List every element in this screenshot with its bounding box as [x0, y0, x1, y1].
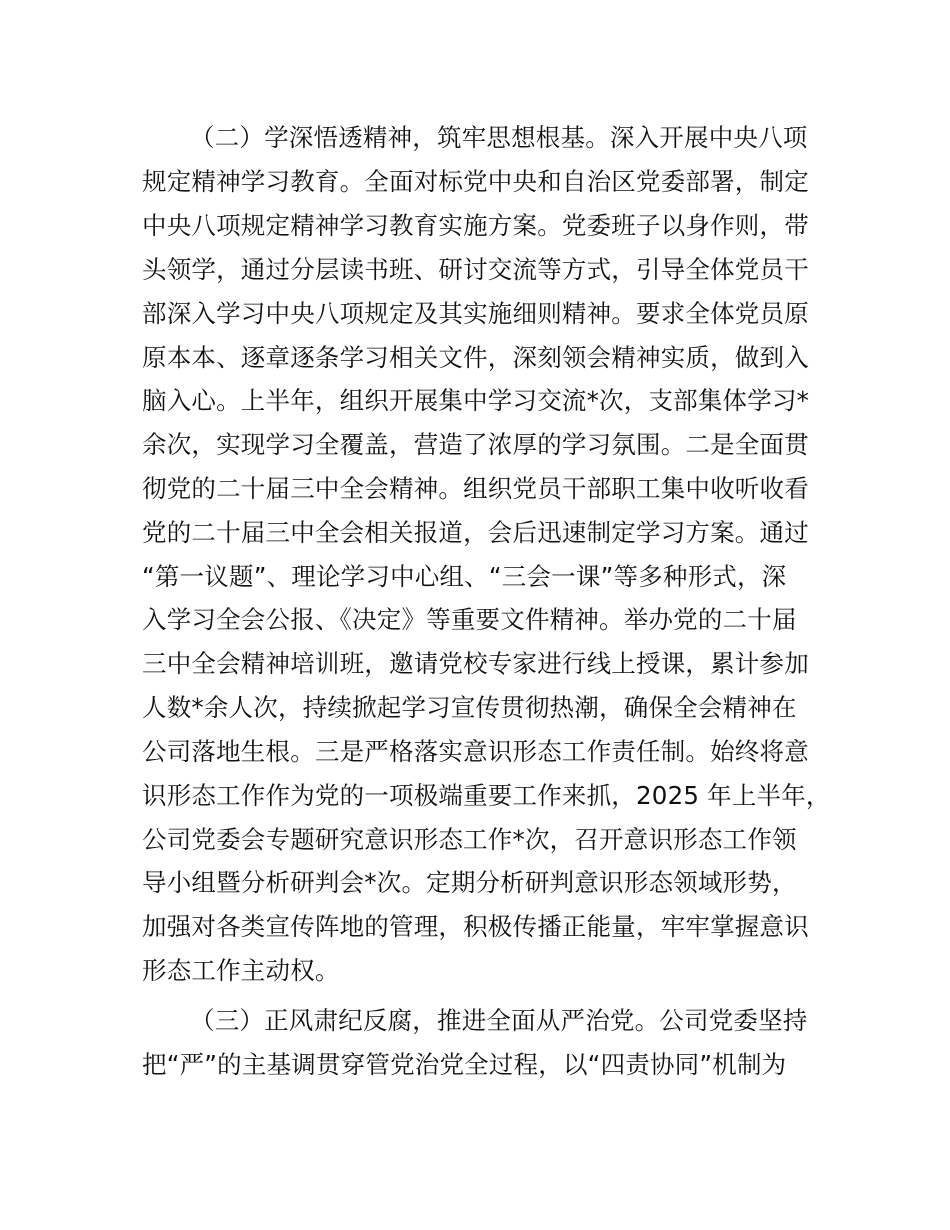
paragraph-2-line-12: 入学习全会公报、《决定》等重要文件精神。举办党的二十届: [142, 605, 797, 634]
paragraph-2-line-16: 识形态工作作为党的一项极端重要工作来抓，2025 年上半年，: [142, 781, 831, 810]
paragraph-2-line-2: 规定精神学习教育。全面对标党中央和自治区党委部署，制定: [142, 167, 809, 196]
paragraph-2-line-14: 人数*余人次，持续掀起学习宣传贯彻热潮，确保全会精神在: [142, 693, 797, 722]
paragraph-2-line-6: 原本本、逐章逐条学习相关文件，深刻领会精神实质，做到入: [142, 343, 809, 372]
paragraph-2-line-4: 头领学，通过分层读书班、研讨交流等方式，引导全体党员干: [142, 255, 809, 284]
paragraph-3-line-2: 把“严”的主基调贯穿管党治党全过程，以“四责协同”机制为: [142, 1050, 787, 1079]
paragraph-2-line-11: “第一议题”、理论学习中心组、“三会一课”等多种形式，深: [142, 562, 787, 591]
paragraph-2-line-13: 三中全会精神培训班，邀请党校专家进行线上授课，累计参加: [142, 649, 809, 678]
paragraph-2-line-8: 余次，实现学习全覆盖，营造了浓厚的学习氛围。二是全面贯: [142, 430, 809, 459]
paragraph-2-line-3: 中央八项规定精神学习教育实施方案。党委班子以身作则，带: [142, 211, 809, 240]
paragraph-2-line-15: 公司落地生根。三是严格落实意识形态工作责任制。始终将意: [142, 737, 809, 766]
paragraph-2-line-10: 党的二十届三中全会相关报道，会后迅速制定学习方案。通过: [142, 518, 809, 547]
paragraph-3-line-1: （三）正风肃纪反腐，推进全面从严治党。公司党委坚持: [190, 1006, 808, 1035]
paragraph-2-line-1: （二）学深悟透精神，筑牢思想根基。深入开展中央八项: [190, 123, 808, 152]
paragraph-2-line-9: 彻党的二十届三中全会精神。组织党员干部职工集中收听收看: [142, 474, 809, 503]
paragraph-2-line-20: 形态工作主动权。: [142, 956, 340, 985]
paragraph-2-line-7: 脑入心。上半年，组织开展集中学习交流*次，支部集体学习*: [142, 386, 810, 415]
paragraph-2-line-5: 部深入学习中央八项规定及其实施细则精神。要求全体党员原: [142, 299, 809, 328]
paragraph-2-line-19: 加强对各类宣传阵地的管理，积极传播正能量，牢牢掌握意识: [142, 912, 809, 941]
paragraph-2-line-18: 导小组暨分析研判会*次。定期分析研判意识形态领域形势，: [142, 868, 797, 897]
paragraph-2-line-17: 公司党委会专题研究意识形态工作*次，召开意识形态工作领: [142, 825, 797, 854]
